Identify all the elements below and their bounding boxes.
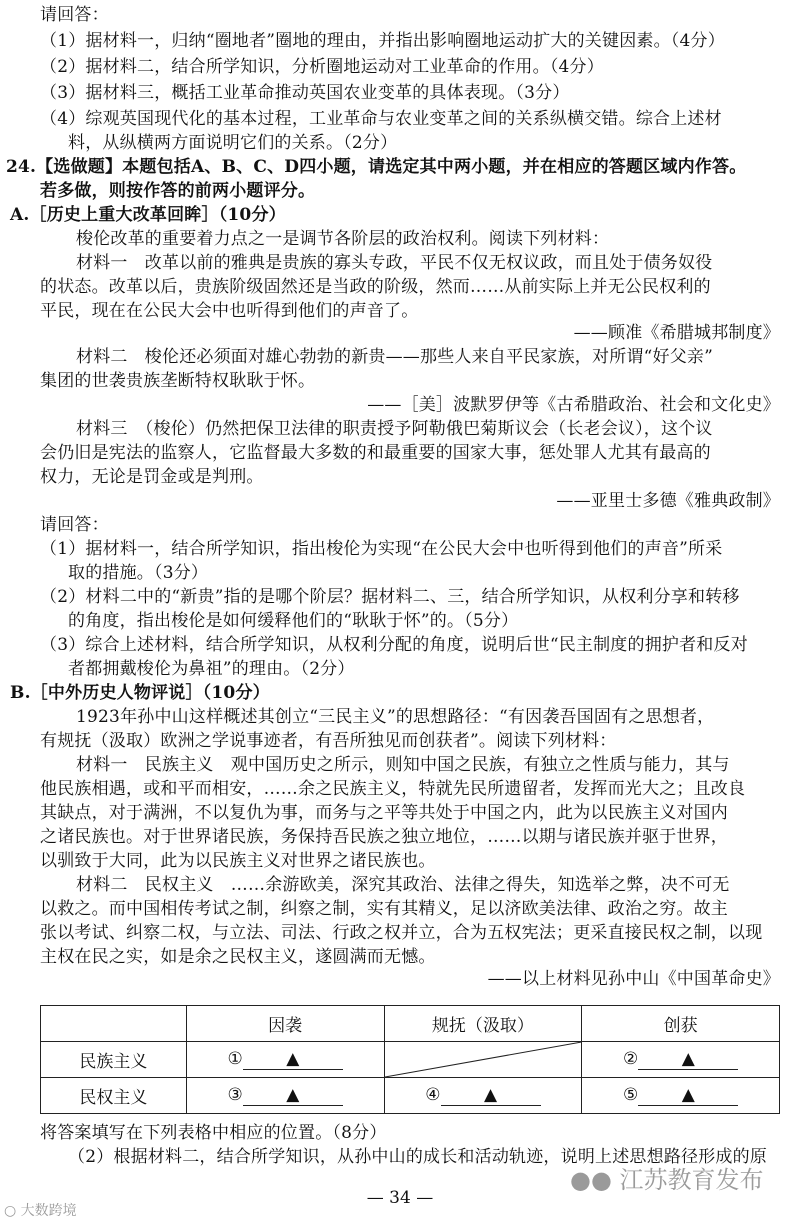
- wechat-icon: ●●: [570, 1166, 612, 1194]
- text-line: 主权在民之实，如是余之民权主义，遂圆满而无憾。: [40, 947, 436, 967]
- text-line: 材料一 民族主义 观中国历史之所示，则知中国之民族，有独立之性质与能力，其与: [76, 755, 730, 775]
- text-line: 材料三 （梭伦）仍然把保卫法律的职责授予阿勒俄巴菊斯议会（长老会议），这个议: [76, 419, 713, 439]
- text-line: 料，从纵横两方面说明它们的关系。（2分）: [68, 133, 398, 153]
- source-citation: ——［美］波默罗伊等《古希腊政治、社会和文化史》: [367, 395, 780, 415]
- row-label: 民族主义: [41, 1042, 187, 1078]
- text-line: 者都拥戴梭伦为鼻祖”的理由。（2分）: [68, 659, 355, 679]
- text-line: （1）据材料一，归纳“圈地者”圈地的理由，并指出影响圈地运动扩大的关键因素。（4分）: [40, 31, 725, 51]
- text-line: 会仍旧是宪法的监察人，它监督最大多数的和最重要的国家大事，惩处罪人尤其有最高的: [40, 443, 711, 463]
- answer-slot[interactable]: ⑤ ▲: [582, 1078, 780, 1114]
- source-citation: ——顾准《希腊城邦制度》: [573, 323, 780, 343]
- text-line: 材料二 民权主义 ……余游欧美，深究其政治、法律之得失，知选举之弊，决不可无: [76, 875, 730, 895]
- diagonal-blank-cell: [384, 1042, 582, 1078]
- source-citation: ——亚里士多德《雅典政制》: [556, 491, 780, 511]
- text-line: 取的措施。（3分）: [68, 563, 209, 583]
- text-line: 有规抚（汲取）欧洲之学说事迹者，有吾所独见而创获者”。阅读下列材料：: [40, 731, 617, 751]
- text-line: 权力，无论是罚金或是判刑。: [40, 467, 264, 487]
- text-line: （3）综合上述材料，结合所学知识，从权利分配的角度，说明后世“民主制度的拥护者和反对: [40, 635, 748, 655]
- text-line: 1923年孙中山这样概述其创立“三民主义”的思想路径：“有因袭吾国固有之思想者，: [76, 707, 715, 727]
- answer-slot[interactable]: ④ ▲: [384, 1078, 582, 1114]
- text-line: 张以考试、纠察二权，与立法、司法、行政之权并立，合为五权宪法；更采直接民权之制，以现: [40, 923, 763, 943]
- text-line: （1）据材料一，结合所学知识，指出梭伦为实现“在公民大会中也听得到他们的声音”所采: [40, 539, 723, 559]
- source-citation: ——以上材料见孙中山《中国革命史》: [487, 969, 780, 989]
- text-line: 材料二 梭伦还必须面对雄心勃勃的新贵——那些人来自平民家族，对所谓“好父亲”: [76, 347, 713, 367]
- text-line: 之诸民族也。对于世界诸民族，务保持吾民族之独立地位，……以期与诸民族并驱于世界，: [40, 827, 728, 847]
- table-row: [41, 1078, 780, 1114]
- logo-icon: ○: [4, 1203, 17, 1219]
- section-b-heading: B.［中外历史人物评说］（10分）: [10, 683, 270, 703]
- row-label: 民权主义: [41, 1078, 187, 1114]
- answer-slot[interactable]: ② ▲: [582, 1042, 780, 1078]
- text-line: 将答案填写在下列表格中相应的位置。（8分）: [40, 1123, 387, 1143]
- text-line: 以救之。而中国相传考试之制，纠察之制，实有其精义，足以济欧美法律、政治之穷。故主: [40, 899, 728, 919]
- answer-slot[interactable]: ① ▲: [186, 1042, 384, 1078]
- text-line: 平民，现在在公民大会中也听得到他们的声音了。: [40, 301, 419, 321]
- table-header-cell: 创获: [582, 1006, 780, 1042]
- table-header-cell: [41, 1006, 187, 1042]
- text-line: 请回答：: [40, 5, 109, 25]
- text-line: 梭伦改革的重要着力点之一是调节各阶层的政治权利。阅读下列材料：: [76, 229, 610, 249]
- page-number: — 34 —: [366, 1188, 434, 1208]
- watermark-left: ○ 大数跨境: [4, 1203, 77, 1219]
- section-a-heading: A.［历史上重大改革回眸］（10分）: [10, 205, 286, 225]
- text-line: （4）综观英国现代化的基本过程，工业革命与农业变革之间的关系纵横交错。综合上述材: [40, 109, 722, 129]
- text-line: （2）据材料二，结合所学知识，分析圈地运动对工业革命的作用。（4分）: [40, 57, 604, 77]
- text-line: 其缺点，对于满洲，不以复仇为事，而务与之平等共处于中国之内，此为以民族主义对国内: [40, 803, 728, 823]
- answer-slot[interactable]: ③ ▲: [186, 1078, 384, 1114]
- table-header-row: [41, 1006, 780, 1042]
- text-line: 以驯致于大同，此为以民族主义对世界之诸民族也。: [40, 851, 436, 871]
- diagonal-line: [385, 1042, 582, 1077]
- text-line: 的状态。改革以后，贵族阶级固然还是当政的阶级，然而……从前实际上并无公民权利的: [40, 277, 711, 297]
- watermark-right: ●● 江苏教育发布: [570, 1166, 764, 1194]
- table-header-cell: 规抚（汲取）: [384, 1006, 582, 1042]
- text-line: （2）根据材料二，结合所学知识，从孙中山的成长和活动轨迹，说明上述思想路径形成的原: [68, 1147, 768, 1167]
- text-line: 他民族相遇，或和平而相安，……余之民族主义，特就先民所遗留者，发挥而光大之；且改良: [40, 779, 746, 799]
- text-line: 集团的世袭贵族垄断特权耿耿于怀。: [40, 371, 316, 391]
- text-line: （2）材料二中的“新贵”指的是哪个阶层？据材料二、三，结合所学知识，从权利分享和转移: [40, 587, 740, 607]
- table-row: [41, 1042, 780, 1078]
- text-line: 请回答：: [40, 515, 109, 535]
- question-24-note: 若多做，则按作答的前两小题评分。: [40, 181, 316, 201]
- answer-table: [40, 1005, 780, 1114]
- text-line: 材料一 改革以前的雅典是贵族的寡头专政，平民不仅无权议政，而且处于债务奴役: [76, 253, 713, 273]
- table-header-cell: 因袭: [186, 1006, 384, 1042]
- question-24-heading: 24.【选做题】本题包括A、B、C、D四小题，请选定其中两小题，并在相应的答题区域内作答。: [6, 157, 747, 177]
- text-line: 的角度，指出梭伦是如何缓释他们的“耿耿于怀”的。（5分）: [68, 611, 519, 631]
- text-line: （3）据材料三，概括工业革命推动英国农业变革的具体表现。（3分）: [40, 83, 570, 103]
